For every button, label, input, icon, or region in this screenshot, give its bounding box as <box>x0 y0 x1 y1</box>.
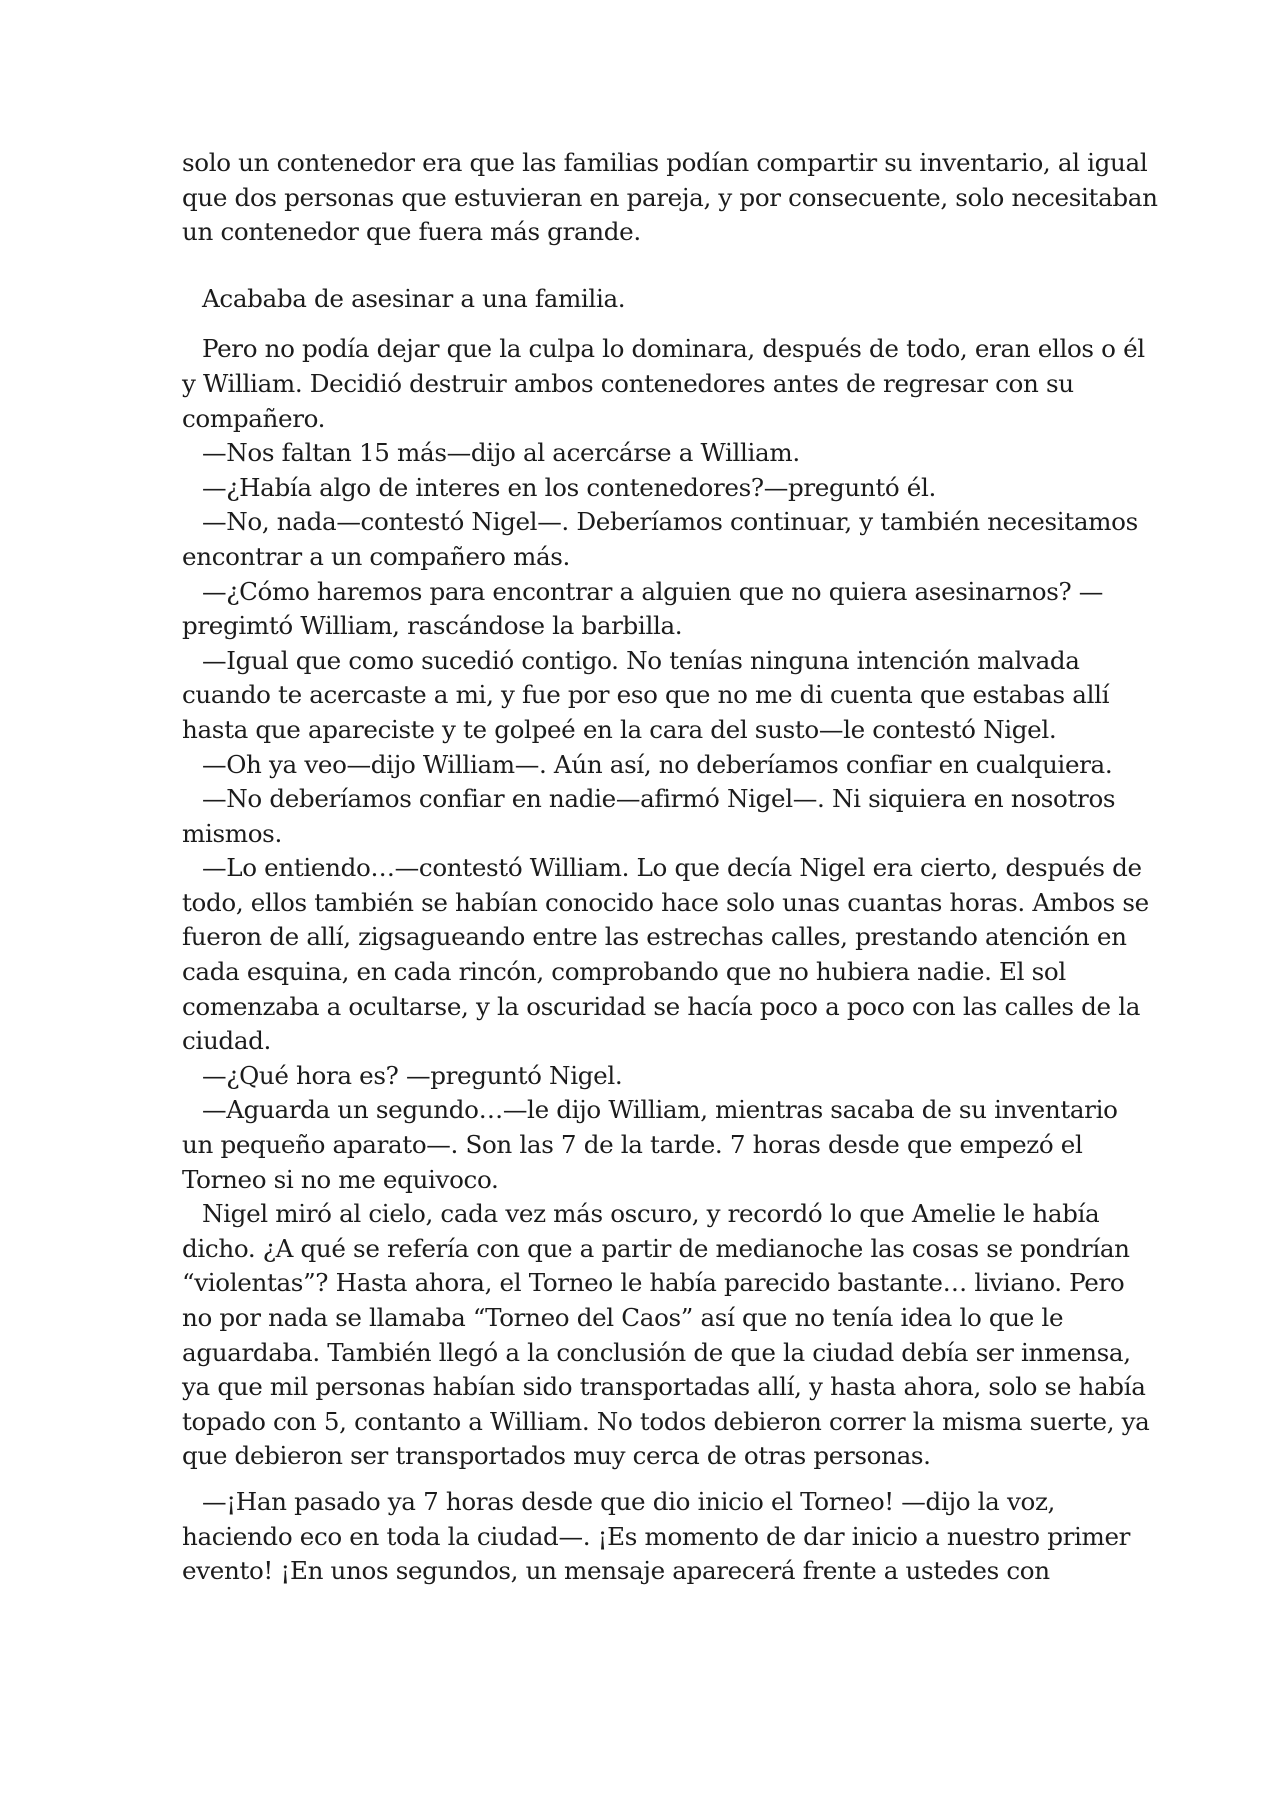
text-line: —¿Había algo de interes en los contenedores?—preguntó él. <box>202 472 936 502</box>
text-line: aguardaba. También llegó a la conclusión de que la ciudad debía ser inmensa, <box>182 1337 1131 1367</box>
text-line: Torneo si no me equivoco. <box>182 1164 499 1194</box>
text-line: un contenedor que fuera más grande. <box>182 217 641 247</box>
paragraph-gap <box>182 316 1097 332</box>
paragraph <box>182 1485 1131 1589</box>
paragraph <box>182 1197 1150 1474</box>
paragraph <box>182 1059 1097 1094</box>
text-line: todo, ellos también se habían conocido hace solo unas cuantas horas. Ambos se <box>182 887 1149 917</box>
text-line: un pequeño aparato—. Son las 7 de la tarde. 7 horas desde que empezó el <box>182 1130 1083 1160</box>
text-line: topado con 5, contanto a William. No todos debieron correr la misma suerte, ya <box>182 1406 1150 1436</box>
text-line: y William. Decidió destruir ambos contenedores antes de regresar con su <box>182 368 1074 398</box>
text-line: —Nos faltan 15 más—dijo al acercárse a William. <box>202 438 800 468</box>
text-line: ciudad. <box>182 1026 271 1056</box>
text-line: cada esquina, en cada rincón, comprobando que no hubiera nadie. El sol <box>182 957 1066 987</box>
text-line: Acababa de asesinar a una familia. <box>202 283 626 313</box>
text-line: Pero no podía dejar que la culpa lo dominara, después de todo, eran ellos o él <box>202 334 1145 364</box>
paragraph <box>182 748 1113 783</box>
text-line: mismos. <box>182 818 282 848</box>
paragraph <box>182 1093 1118 1197</box>
text-line: —¡Han pasado ya 7 horas desde que dio inicio el Torneo! —dijo la voz, <box>202 1486 1056 1516</box>
text-line: —¿Qué hora es? —preguntó Nigel. <box>202 1060 623 1090</box>
text-line: que debieron ser transportados muy cerca de otras personas. <box>182 1441 931 1471</box>
text-line: dicho. ¿A qué se refería con que a partir de medianoche las cosas se pondrían <box>182 1233 1130 1263</box>
text-line: —¿Cómo haremos para encontrar a alguien que no quiera asesinarnos? — <box>202 576 1104 606</box>
paragraph <box>182 851 1149 1059</box>
paragraph-gap <box>182 1474 1097 1485</box>
text-line: ya que mil personas habían sido transportadas allí, y hasta ahora, solo se había <box>182 1372 1146 1402</box>
text-line: evento! ¡En unos segundos, un mensaje aparecerá frente a ustedes con <box>182 1556 1050 1586</box>
text-line: —No deberíamos confiar en nadie—afirmó Nigel—. Ni siquiera en nosotros <box>202 784 1116 814</box>
text-line: —Igual que como sucedió contigo. No tenías ninguna intención malvada <box>202 645 1080 675</box>
text-line: —Aguarda un segundo…—le dijo William, mientras sacaba de su inventario <box>202 1095 1118 1125</box>
text-line: que dos personas que estuvieran en pareja, y por consecuente, solo necesitaban <box>182 182 1158 212</box>
text-line: comenzaba a ocultarse, y la oscuridad se hacía poco a poco con las calles de la <box>182 991 1141 1021</box>
paragraph <box>182 282 1097 317</box>
paragraph <box>182 505 1138 574</box>
document-page <box>182 146 1158 1589</box>
text-line: fueron de allí, zigsagueando entre las estrechas calles, prestando atención en <box>182 922 1127 952</box>
paragraph <box>182 436 1097 471</box>
text-line: “violentas”? Hasta ahora, el Torneo le había parecido bastante… liviano. Pero <box>182 1268 1125 1298</box>
text-line: no por nada se llamaba “Torneo del Caos” así que no tenía idea lo que le <box>182 1303 1064 1332</box>
text-line: pregimtó William, rascándose la barbilla. <box>182 611 683 641</box>
paragraph-gap <box>182 250 1097 282</box>
paragraph <box>182 782 1116 851</box>
text-line: cuando te acercaste a mi, y fue por eso que no me di cuenta que estabas allí <box>182 680 1110 710</box>
text-line: hasta que apareciste y te golpeé en la cara del susto—le contestó Nigel. <box>182 714 1057 744</box>
text-line: —Oh ya veo—dijo William—. Aún así, no deberíamos confiar en cualquiera. <box>202 749 1113 779</box>
text-line: solo un contenedor era que las familias podían compartir su inventario, al igual <box>182 148 1148 177</box>
paragraph <box>182 332 1145 436</box>
text-line: Nigel miró al cielo, cada vez más oscuro, y recordó lo que Amelie le había <box>202 1199 1100 1229</box>
paragraph <box>182 471 1097 506</box>
paragraph <box>182 146 1158 250</box>
text-line: haciendo eco en toda la ciudad—. ¡Es momento de dar inicio a nuestro primer <box>182 1521 1131 1551</box>
paragraph <box>182 644 1110 748</box>
text-line: compañero. <box>182 403 326 433</box>
paragraph <box>182 575 1104 644</box>
text-line: —No, nada—contestó Nigel—. Deberíamos continuar, y también necesitamos <box>202 507 1138 537</box>
text-line: encontrar a un compañero más. <box>182 541 571 571</box>
text-line: —Lo entiendo…—contestó William. Lo que decía Nigel era cierto, después de <box>202 853 1142 883</box>
